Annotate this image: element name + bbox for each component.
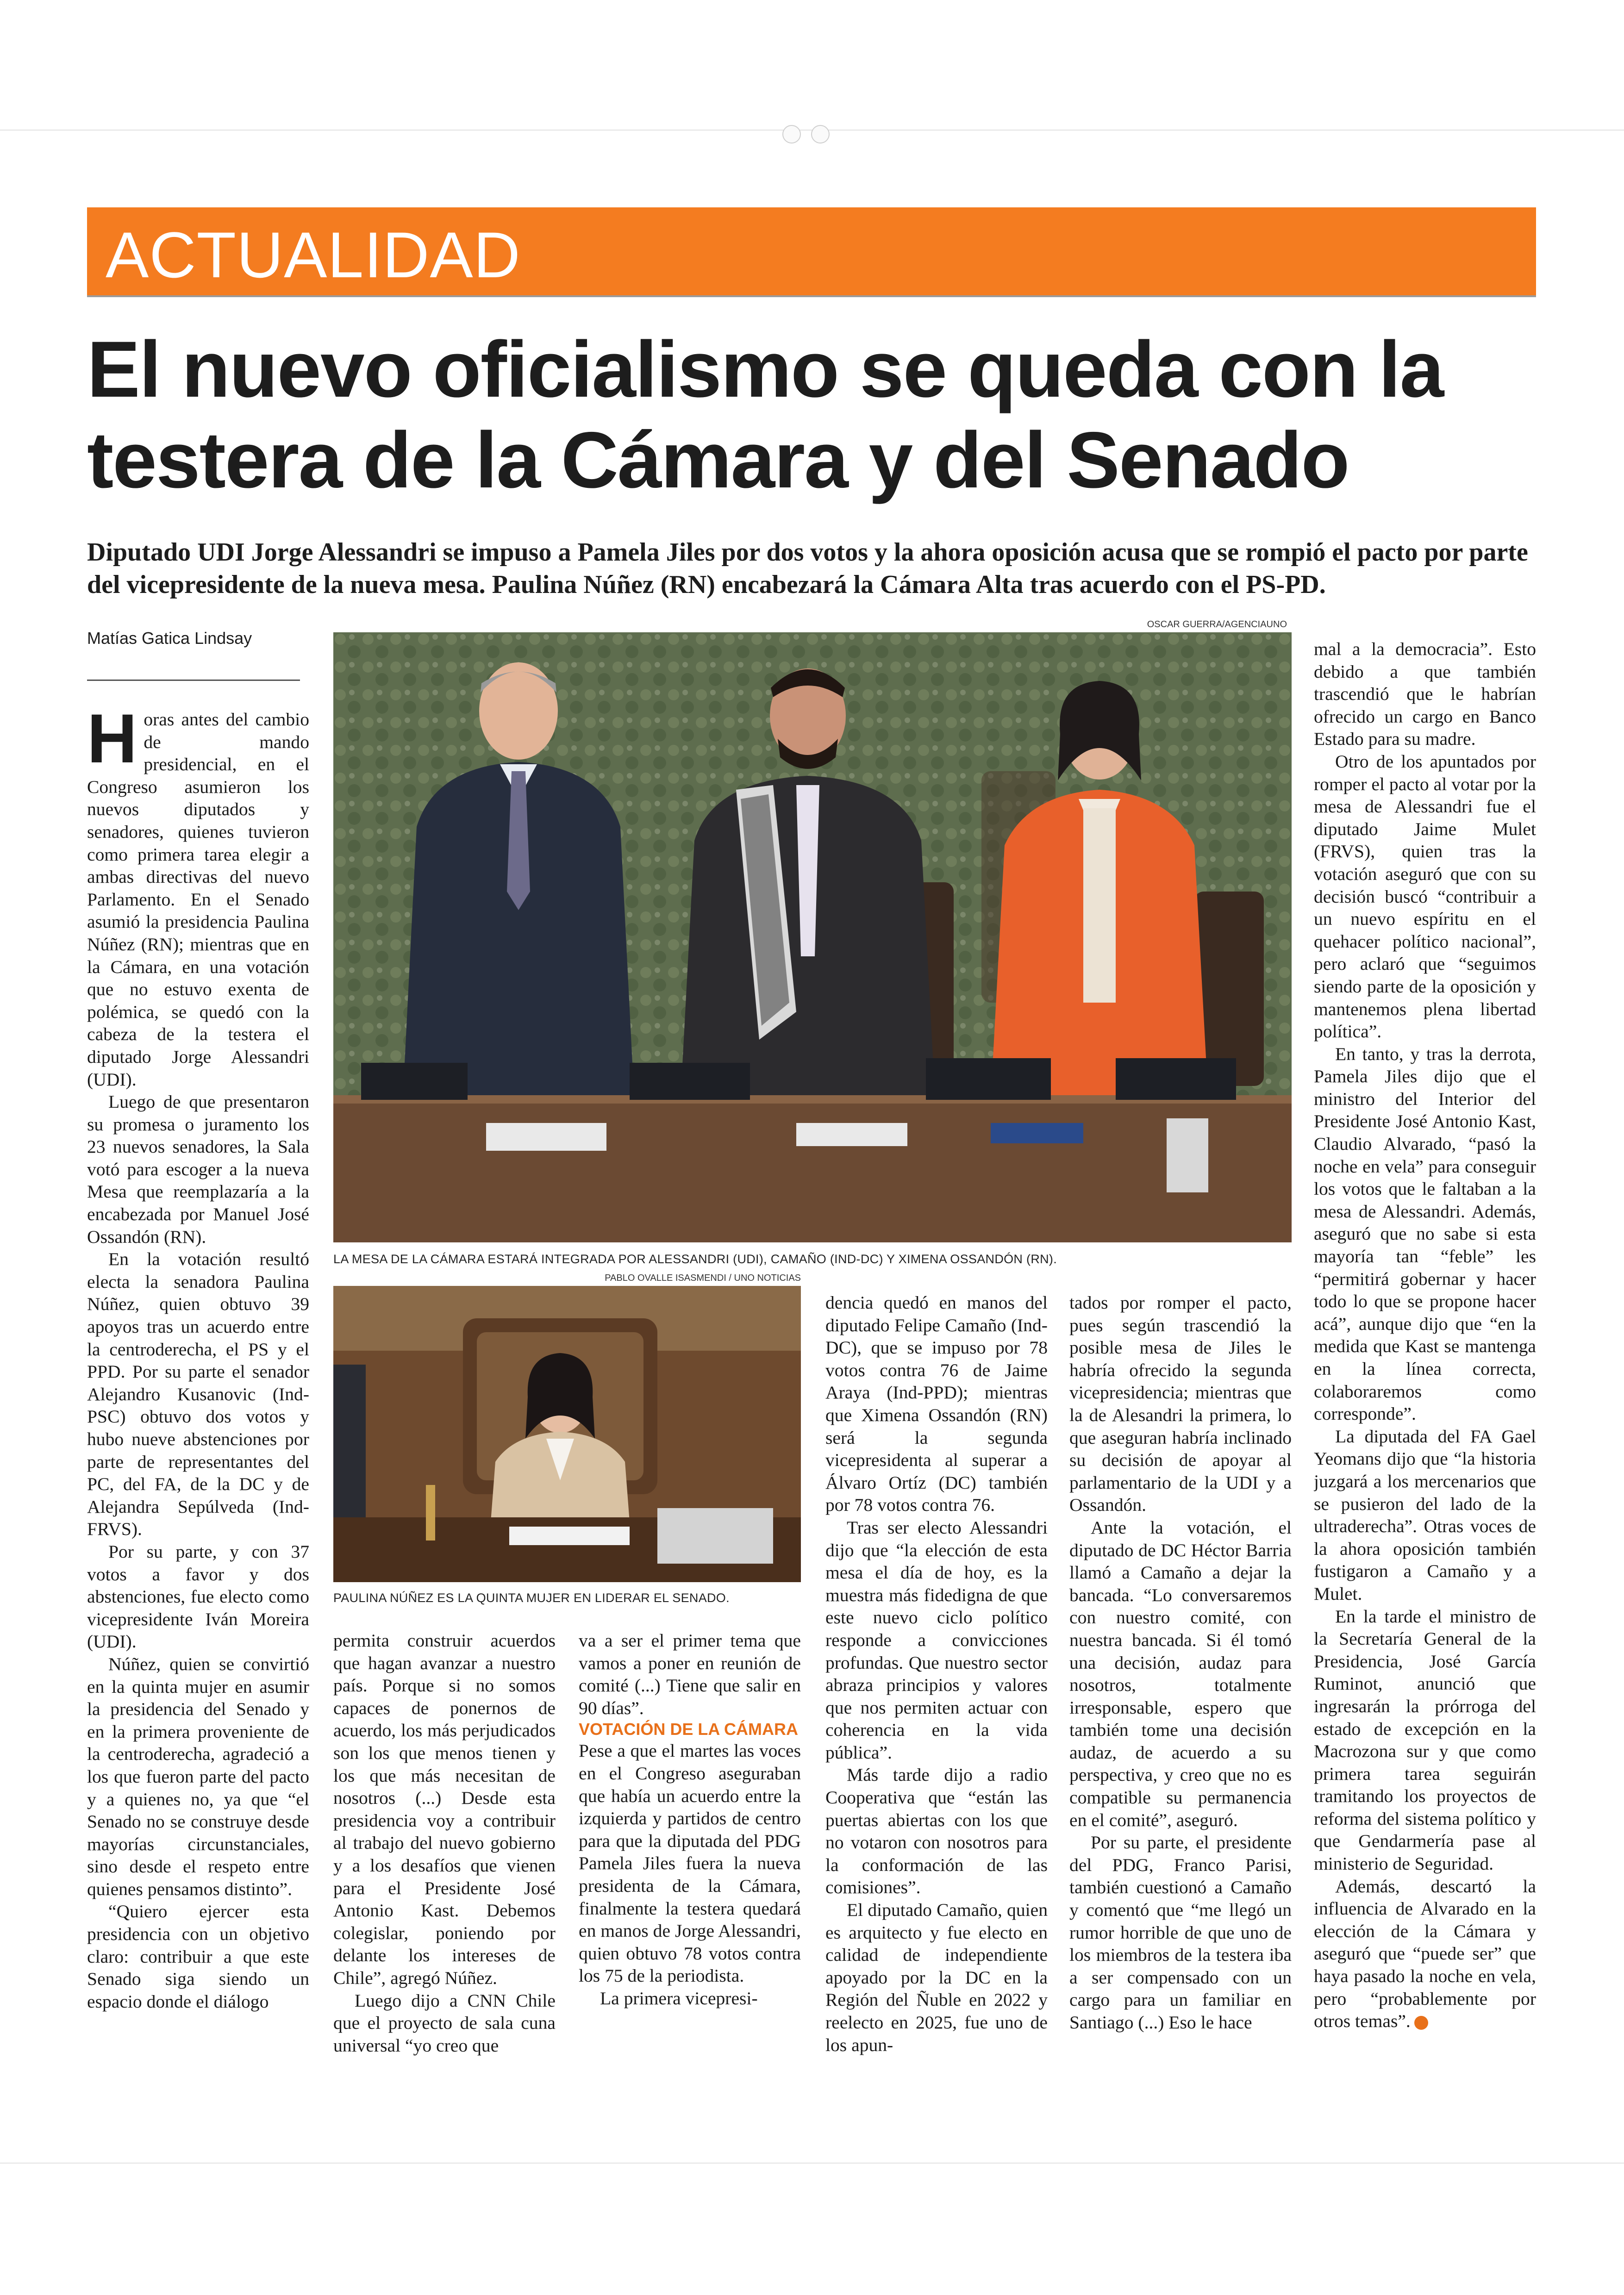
main-photo <box>333 632 1292 1242</box>
paragraph: permita construir acuerdos que hagan avanzar a nuestro país. Porque si no somos capaces de ponernos de acuerdo, los más perjudicados son los que menos tienen y los que más necesitan de nosotros (...) Desde esta presidencia voy a contribuir al trabajo del nuevo gobierno y a los desafíos que vienen para el Presidente José Antonio Kast. Debemos colegislar, poniendo por delante los intereses de Chile”, agregó Núñez. <box>333 1630 556 1988</box>
paragraph: El diputado Camaño, quien es arquitecto y fue electo en calidad de independiente apoyado por la DC en la Región del Ñuble en 2022 y reelecto en 2025, fue uno de los apun- <box>825 1900 1048 2055</box>
paragraph: En tanto, y tras la derrota, Pamela Jiles dijo que el ministro del Interior del Presidente José Antonio Kast, Claudio Alvarado, “pasó la noche en vela” para conseguir los votos que le faltaban a la mesa de Alessandri. Además, aseguró que no sabe si esta mayoría tan “feble” les “permitirá gobernar y hacer todo lo que se propone hacer acá”, aunque dijo que “en la medida que Kast se mantenga en la línea correcta, colaboraremos como corresponde”. <box>1314 1043 1536 1424</box>
paragraph: mal a la democracia”. Esto debido a que también trascendió que le habrían ofrecido un cargo en Banco Estado para su madre. <box>1314 639 1536 749</box>
paragraph: Más tarde dijo a radio Cooperativa que “están las puertas abiertas con los que no votaron con nosotros para la conformación de las comisiones”. <box>825 1765 1048 1898</box>
paragraph: En la votación resultó electa la senadora Paulina Núñez, quien obtuvo 39 apoyos tras un acuerdo entre la centroderecha, el PS y el PPD. Por su parte el senador Alejandro Kusanovic (Ind-PSC) obtuvo dos votos y hubo nueve abstenciones por parte de representantes del PC, del FA, de la DC y de Alejandra Sepúlveda (Ind-FRVS). <box>87 1249 309 1540</box>
pager-dot-icon[interactable] <box>811 125 830 143</box>
dek: Diputado UDI Jorge Alessandri se impuso a Pamela Jiles por dos votos y la ahora oposición acusa que se rompió el pacto por parte del vicepresidente de la nueva mesa. Paulina Núñez (RN) encabezará la Cámara Alta tras acuerdo con el PS-PD. <box>87 538 1528 599</box>
paragraph: dencia quedó en manos del diputado Felipe Camaño (Ind-DC), que se impuso por 78 votos contra 76 de Jaime Araya (Ind-PPD); mientras que Ximena Ossandón (RN) será la segunda vicepresidenta al superar a Álvaro Ortíz (DC) también por 78 votos contra 76. <box>825 1292 1048 1515</box>
page-pager <box>782 125 830 143</box>
section-label: ACTUALIDAD <box>106 218 521 291</box>
paragraph: Además, descartó la influencia de Alvarado en la elección de la Cámara y aseguró que “puede ser” que haya pasado la noche en vela, pero “probablemente por otros temas”. <box>1314 1876 1536 2032</box>
paragraph: Ante la votación, el diputado de DC Héctor Barria llamó a Camaño a dejar la bancada. “Lo conversaremos con nuestro comité, con nuestra bancada. Si él tomó una decisión, audaz para nosotros, totalmente irresponsable, espero que también tome una decisión audaz, de acuerdo a su perspectiva, y creo que no es compatible su permanencia en el comité”, aseguró. <box>1069 1517 1292 1830</box>
article-column-1 <box>87 708 309 2088</box>
headline: El nuevo oficialismo se queda con la testera de la Cámara y del Senado <box>87 325 1443 505</box>
paragraph: Otro de los apuntados por romper el pacto al votar por la mesa de Alessandri fue el diputado Jaime Mulet (FRVS), quien tras la votación aseguró que con su decisión buscó “contribuir a un nuevo espíritu en el quehacer político nacional”, pero aclaró que “seguimos siendo parte de la oposición y mantenemos plena libertad política”. <box>1314 751 1536 1042</box>
paragraph: “Quiero ejercer esta presidencia con un objetivo claro: contribuir a que este Senado siga siendo un espacio donde el diálogo <box>87 1901 309 2012</box>
article-column-6 <box>1314 638 1536 2091</box>
section-rule <box>87 295 1536 297</box>
senate-photo <box>333 1286 801 1582</box>
paragraph: va a ser el primer tema que vamos a poner en reunión de comité (...) Tiene que salir en 90 días”. <box>579 1630 801 1718</box>
paragraph: Por su parte, el presidente del PDG, Franco Parisi, también cuestionó a Camaño y comentó que “me llegó un rumor horrible de que uno de los miembros de la testera iba a ser compensado con un cargo para un familiar en Santiago (...) Eso le hace <box>1069 1832 1292 2033</box>
paragraph: Horas antes del cambio de mando presidencial, en el Congreso asumieron los nuevos diputados y senadores, quienes tuvieron como primera tarea elegir a ambas directivas del nuevo Parlamento. En el Senado asumió la presidencia Paulina Núñez (RN); mientras que en la Cámara, en una votación que no estuvo exenta de polémica, se quedó con la cabeza de la testera el diputado Jorge Alessandri (UDI). <box>87 708 309 1090</box>
paragraph: Tras ser electo Alessandri dijo que “la elección de esta mesa el día de hoy, es la muestra más fidedigna de que este nuevo ciclo político responde a convicciones profundas. Que nuestro sector abraza principios y valores que nos permiten actuar con coherencia en la vida pública”. <box>825 1517 1048 1763</box>
paragraph: Luego de que presentaron su promesa o juramento los 23 nuevos senadores, la Sala votó para escoger a la nueva Mesa que reemplazaría a la encabezada por Manuel José Ossandón (RN). <box>87 1091 309 1247</box>
paragraph: Pese a que el martes las voces en el Congreso aseguraban que había un acuerdo entre la izquierda y partidos de centro para que la diputada del PDG Pamela Jiles fuera la nueva presidenta de la Cámara, finalmente la testera quedará en manos de Jorge Alessandri, quien obtuvo 78 votos contra los 75 de la periodista. <box>579 1740 801 1986</box>
pager-dot-icon[interactable] <box>782 125 801 143</box>
paragraph: La diputada del FA Gael Yeomans dijo que “la historia juzgará a los mercenarios que se pusieron del lado de la ultraderecha”. Otras voces de la ahora oposición también fustigaron a Camaño y a Mulet. <box>1314 1426 1536 1604</box>
photo1-caption: LA MESA DE LA CÁMARA ESTARÁ INTEGRADA POR ALESSANDRI (UDI), CAMAÑO (IND-DC) Y XIMENA OSSANDÓN (RN). <box>333 1252 1057 1266</box>
article-column-4 <box>825 1291 1048 2088</box>
photo2-caption: PAULINA NÚÑEZ ES LA QUINTA MUJER EN LIDERAR EL SENADO. <box>333 1591 730 1605</box>
photo2-credit: PABLO OVALLE ISASMENDI / UNO NOTICIAS <box>605 1273 801 1283</box>
article-column-3 <box>579 1629 801 2092</box>
subhead: VOTACIÓN DE LA CÁMARA <box>579 1720 798 1739</box>
article-column-5 <box>1069 1291 1292 2088</box>
end-mark-icon <box>1414 2016 1428 2030</box>
paragraph: Núñez, quien se convirtió en la quinta mujer en asumir la presidencia del Senado y en la primera proveniente de la centroderecha, agradeció a los que fueron parte del pacto y a quienes no, ya que “el Senado no se construye desde mayorías circunstanciales, sino desde el respeto entre quienes pensamos distinto”. <box>87 1653 309 1899</box>
paragraph: Luego dijo a CNN Chile que el proyecto de sala cuna universal “yo creo que <box>333 1990 556 2056</box>
paragraph: La primera vicepresi- <box>600 1988 758 2008</box>
article-column-2 <box>333 1629 556 2092</box>
drop-cap: H <box>87 708 137 777</box>
photo1-credit: OSCAR GUERRA/AGENCIAUNO <box>1147 619 1287 630</box>
byline-rule <box>87 680 300 681</box>
byline: Matías Gatica Lindsay <box>87 629 252 648</box>
paragraph: Por su parte, y con 37 votos a favor y dos abstenciones, fue electo como vicepresidente Iván Moreira (UDI). <box>87 1541 309 1652</box>
paragraph: tados por romper el pacto, pues según trascendió la posible mesa de Jiles le habría ofrecido la segunda vicepresidencia; mientras que la de Alesandri la primera, lo que aseguran habría inclinado su decisión de apoyar al parlamentario de la UDI y a Ossandón. <box>1069 1292 1292 1515</box>
section-banner <box>87 207 1536 295</box>
paragraph: En la tarde el ministro de la Secretaría General de la Presidencia, José García Ruminot, anunció que ingresarán la prórroga del estado de excepción en la Macrozona sur y que como primera tarea seguirán tramitando los proyectos de reforma del sistema político y que Gendarmería pase al ministerio de Seguridad. <box>1314 1606 1536 1874</box>
